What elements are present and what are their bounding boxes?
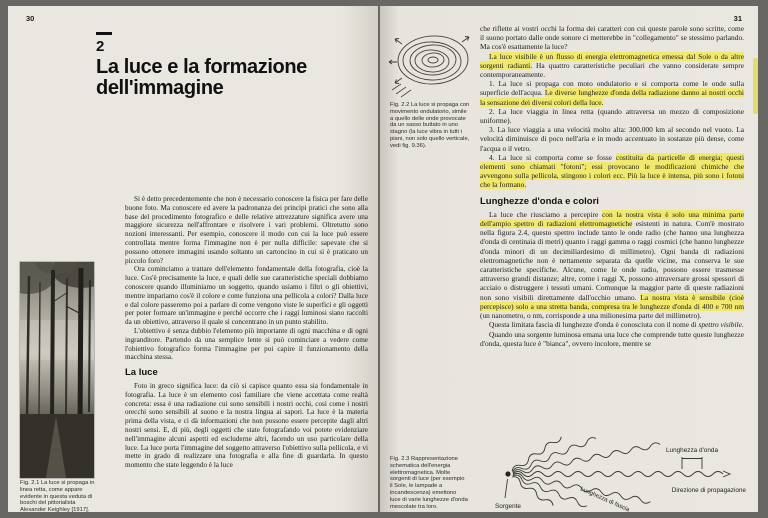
- highlighter-edge-mark: [753, 58, 758, 114]
- body-paragraph: [480, 107, 744, 125]
- text-segment: Lunghezze d'onda e colori: [480, 195, 599, 207]
- propagation-direction-label: Direzione di propagazione: [671, 487, 746, 494]
- highlighted-text: La luce visibile è un flusso di energia elettromagnetica emessa dal Sole o da altre sorgenti radianti.: [480, 51, 744, 70]
- text-segment: Ha quattro caratteristiche peculiari che vanno considerate sempre contemporaneamente.: [480, 60, 744, 80]
- body-paragraph: [480, 320, 744, 329]
- text-segment: Quando una sorgente luminosa emana una luce che comprende tutte queste lunghezze d'onda, questa luce è "bianca", ovvero incolore, mentre se: [480, 329, 744, 348]
- text-segment: Si è detto precedentemente che non è necessario conoscere la fisica per fare delle buone foto. Ma conoscere ed avere la padronanza dei principi pratici che sono alla base del procedimento fotografico e delle relative attrezzature significa avere una maggiore sicurezza nell'affrontare e risolvere i vari problemi. Oltretutto sono nozioni interessanti. Per esempio, conoscere il modo con cui la luce può essere controllata mentre forma l'immagine non è per nulla difficile: sapevate che si possono ottenere immagini usando soltanto un cartoncino in cui si è praticato un piccolo foro?: [125, 195, 368, 265]
- band-length-label: Lunghezza di fascia: [579, 486, 631, 512]
- highlighted-text: La nostra vista è sensibile (cioè percepisce) solo a una stretta banda, compresa tra le lunghezze d'onda di 400 e 700 nm: [480, 292, 745, 311]
- ripples-sketch-graphic: [388, 26, 472, 100]
- text-segment: spettro visibile: [698, 320, 742, 330]
- text-segment: Questa limitata fascia di lunghezze d'onda è conosciuta con il nome di: [489, 320, 699, 330]
- text-segment: esistenti in natura. Com'è mostrato nella figura 2.4, questo spettro include tanto le onde radio (che hanno una lunghezza d'onda di centinaia di metri) quanto i raggi gamma o raggi cosmici (che hanno lunghezze d'onda minori di un decimiliardesimo di millimetro). Ogni banda di radiazioni elettromagnetiche non è nettamente separata da quelle vicine, ma conserva le sue caratteristiche specifiche. Alcune, come le onde radio, possono essere trasmesse attraverso grandi distanze; altre, come i raggi X, possono attraversare grossi spessori di acciaio o distruggere i tessuti umani. Comunque la maggior parte di queste radiazioni non sono visibili direttamente dall'occhio umano.: [480, 219, 744, 302]
- chapter-heading: [96, 32, 311, 99]
- body-paragraph: [125, 327, 368, 362]
- text-segment: 3. La luce viaggia a una velocità molto alta: 300.000 km al secondo nel vuoto. La velocità diminuisce di poco nell'aria e in modo accentuato in sostanze più dense, come l'acqua o il vetro.: [480, 125, 744, 153]
- body-paragraph: [480, 79, 744, 107]
- body-paragraph: [480, 52, 744, 80]
- section-heading: [125, 369, 368, 378]
- text-segment: 2. La luce viaggia in linea retta (quando attraversa un mezzo di composizione uniforme).: [480, 106, 744, 126]
- figure-2-1-caption: Fig. 2.1 La luce si propaga in linea retta, come appare evidente in questa veduta di boschi del pittorialista Alexander Keighley [1917].: [20, 480, 95, 514]
- figure-2-1-photo: [20, 262, 94, 478]
- highlighted-text: con la nostra vista è solo una minima parte dell'ampio spettro di radiazioni elettromagnetiche: [480, 209, 745, 229]
- text-segment: 4. La luce si comporta come se fosse: [489, 152, 616, 162]
- figure-2-3-caption: Fig. 2.3 Rappresentazione schematica dell'energia elettromagnetica. Molte sorgenti di luce (per esempio il Sole, le lampade a incandescenza) emettono luce di varie lunghezze d'onda mescolate tra loro.: [390, 456, 468, 510]
- chapter-title: [96, 57, 311, 99]
- text-segment: La luce: [125, 367, 158, 379]
- text-segment: che riflette ai vostri occhi la forma dei caratteri con cui queste parole sono scritte, come il suono portato dalle onde sonore ci metterebbe in "collegamento" se stessimo parlando. Ma cos'è esattamente la luce?: [480, 24, 744, 52]
- page-number-left: 30: [26, 14, 35, 23]
- highlighted-text: costituita da particelle di energia; questi elementi sono chiamati "fotoni"; essi provocano le modificazioni chimiche che avvengono sulla pellicola, stingono i colori ecc. Più la luce è intensa, più sono i fotoni che la formano.: [480, 152, 744, 190]
- text-segment: Foto in greco significa luce: da ciò si capisce quanto essa sia fondamentale in fotografia. La luce è un elemento così familiare che viene accettata come realtà concreta: essa è una radiazione cui sono sensibili i nostri occhi, così come i nostri orecchi sono sensibili al suono e la nostra lingua ai sapori. La luce è la materia prima della vista, e ci dà informazioni che non possono essere percepite dagli altri nostri sensi. E, di più, degli oggetti che state fotografando voi potete evidenziare nell'immagine alcuni aspetti ed escluderne altri, facendo un uso particolare della luce. La luce porta l'immagine del soggetto attraverso l'obiettivo sulla pellicola, e vi mette in grado di realizzare una fotografia e alla fine di guardarla. In questo momento che state leggendo è la luce: [125, 381, 368, 470]
- section-heading: [480, 197, 744, 206]
- figure-2-2-caption: Fig. 2.2 La luce si propaga con movimento ondulatorio, simile a quello delle onde provocate da un sasso buttato in uno stagno (la luce vibra in tutti i piani, non solo quello verticale, vedi fig. 9.36).: [390, 102, 470, 149]
- left-text-column: [125, 195, 368, 470]
- page-left: [8, 6, 378, 512]
- text-segment: .: [741, 320, 744, 330]
- source-label: Sorgente: [495, 503, 521, 510]
- body-paragraph: [480, 153, 744, 190]
- wavelength-label: Lunghezza d'onda: [665, 447, 719, 454]
- page-right: [380, 6, 758, 512]
- em-wave-diagram-graphic: [492, 416, 750, 512]
- text-segment: L'obiettivo è senza dubbio l'elemento più importante di ogni macchina e di ogni ingranditore. Partendo da una semplice lente si può cominciare a vedere come l'obiettivo fotografico forma l'immagine per poi capire il funzionamento della macchina stessa.: [125, 326, 368, 362]
- body-paragraph: [480, 24, 744, 52]
- highlighted-text: Le diverse lunghezze d'onda della radiazione danno ai nostri occhi la sensazione dei diversi colori della luce.: [480, 88, 744, 107]
- text-segment: La luce che riusciamo a percepire: [489, 209, 603, 219]
- page-number-right: 31: [733, 14, 742, 23]
- body-paragraph: [480, 210, 744, 320]
- body-paragraph: [125, 382, 368, 470]
- text-segment: Ora cominciamo a trattare dell'elemento fondamentale della fotografia, cioè la luce. Cos'è precisamente la luce, e quali delle sue caratteristiche speciali dobbiamo conoscere quando illuminiamo un soggetto, quando usiamo i filtri o gli obiettivi, mentre impariamo cos'è il colore e come funziona una pellicola a colori? Dalla luce e dal colore passeremo poi a parlare di come vengono viste le superfici e gli oggetti per poter formare un'immagine e perché occorre che i raggi luminosi siano raccolti da un obiettivo, attraverso il quale si concentrano in un punto stabilito.: [125, 265, 368, 327]
- chapter-title-line2: dell'immagine: [96, 76, 224, 99]
- chapter-rule: [96, 32, 112, 35]
- chapter-title-line1: La luce e la formazione: [96, 55, 307, 78]
- right-text-column: [480, 24, 744, 348]
- chapter-number: 2: [96, 37, 105, 55]
- body-paragraph: [480, 330, 744, 348]
- figure-2-2-sketch: [388, 26, 472, 100]
- source-point: [505, 471, 510, 476]
- body-paragraph: [125, 265, 368, 327]
- text-segment: 1. La luce si propaga con moto ondulatorio e si comporta come le onde sulla superficie dell'acqua.: [480, 79, 744, 98]
- text-segment: (un nanometro, o nm, corrisponde a una milionesima parte del millimetro).: [480, 311, 702, 321]
- figure-2-3-diagram: [492, 416, 750, 512]
- body-paragraph: [480, 125, 744, 153]
- body-paragraph: [125, 195, 368, 265]
- forest-photo-graphic: [20, 262, 94, 478]
